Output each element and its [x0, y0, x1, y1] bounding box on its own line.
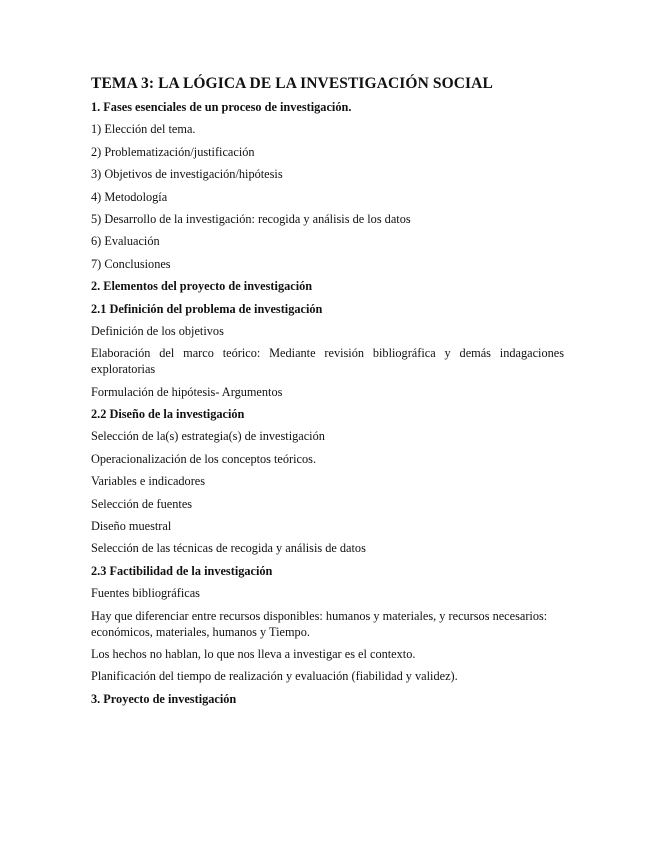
section-heading-project: 3. Proyecto de investigación: [91, 691, 237, 706]
list-item: Hay que diferenciar entre recursos disponibles: humanos y materiales, y recursos necesarios: económicos, materiales, humanos y Tiempo.: [91, 608, 548, 639]
subsection-heading-feasibility: 2.3 Factibilidad de la investigación: [91, 563, 273, 578]
list-item: Selección de las técnicas de recogida y análisis de datos: [91, 541, 366, 556]
list-item: Elaboración del marco teórico: Mediante revisión bibliográfica y demás indagaciones exploratorias: [91, 346, 564, 377]
document-title: TEMA 3: LA LÓGICA DE LA INVESTIGACIÓN SOCIAL: [91, 75, 493, 92]
subsection-heading-problem: 2.1 Definición del problema de investigación: [91, 301, 323, 316]
list-item: Formulación de hipótesis- Argumentos: [91, 384, 283, 399]
list-item: 1) Elección del tema.: [91, 122, 196, 137]
list-item: Variables e indicadores: [91, 474, 206, 489]
list-item: Planificación del tiempo de realización y evaluación (fiabilidad y validez).: [91, 669, 458, 684]
subsection-heading-design: 2.2 Diseño de la investigación: [91, 407, 245, 422]
list-item: 6) Evaluación: [91, 234, 160, 249]
list-item: Selección de la(s) estrategia(s) de investigación: [91, 429, 325, 444]
list-item: 3) Objetivos de investigación/hipótesis: [91, 167, 283, 182]
list-item: 7) Conclusiones: [91, 256, 171, 271]
list-item: Diseño muestral: [91, 519, 172, 534]
list-item: 2) Problematización/justificación: [91, 144, 255, 159]
list-item: 4) Metodología: [91, 189, 168, 204]
list-item: Operacionalización de los conceptos teóricos.: [91, 451, 317, 466]
list-item: Definición de los objetivos: [91, 323, 224, 338]
document-page: [91, 74, 564, 713]
list-item: Fuentes bibliográficas: [91, 586, 200, 601]
list-item: Los hechos no hablan, lo que nos lleva a investigar es el contexto.: [91, 646, 416, 661]
list-item: 5) Desarrollo de la investigación: recogida y análisis de los datos: [91, 211, 411, 226]
section-heading-elements: 2. Elementos del proyecto de investigación: [91, 279, 313, 294]
section-heading-phases: 1. Fases esenciales de un proceso de investigación.: [91, 100, 352, 114]
list-item: Selección de fuentes: [91, 496, 193, 511]
